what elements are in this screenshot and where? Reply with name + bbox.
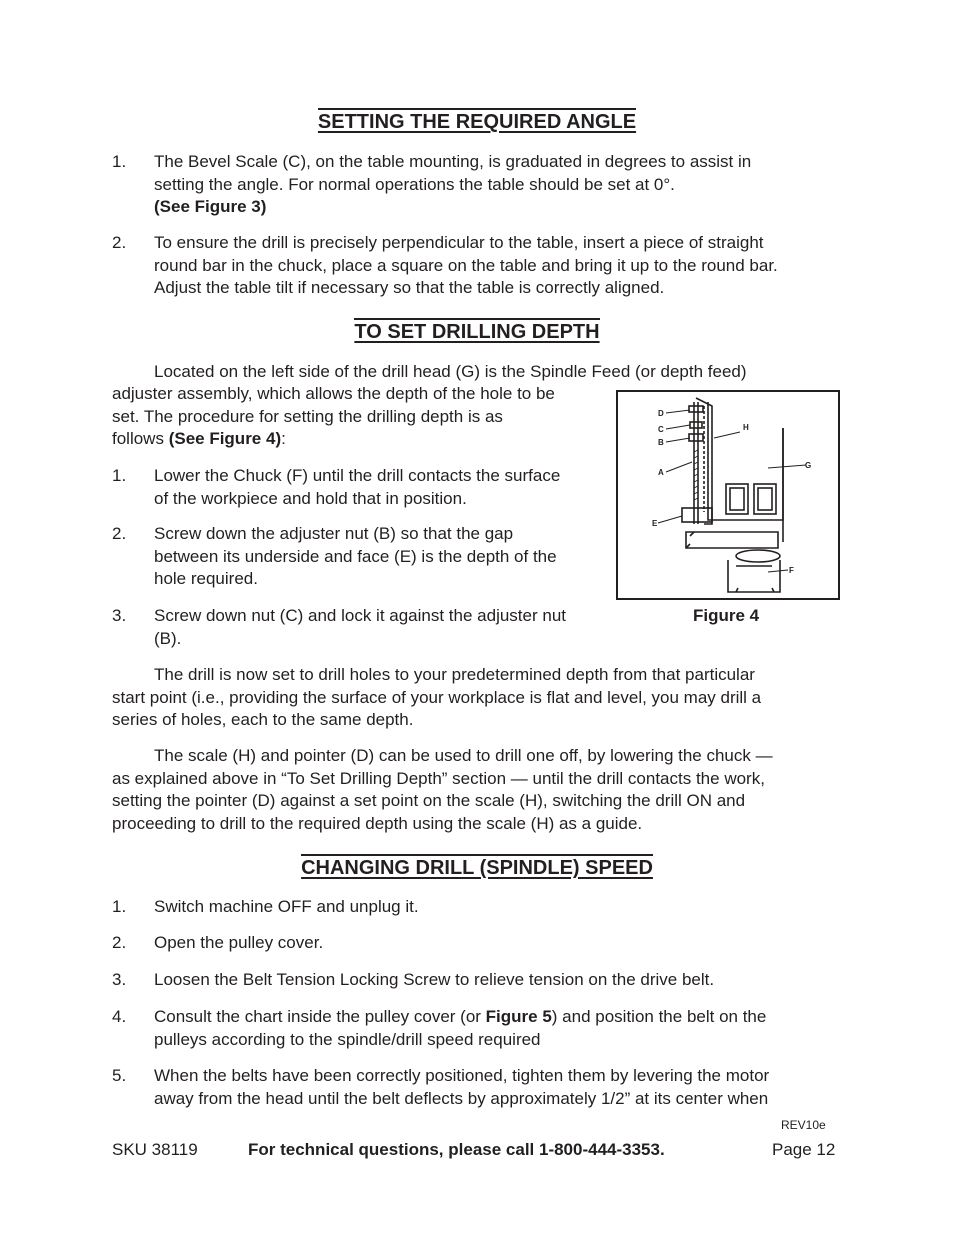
label-g: G [805,461,812,470]
figure-4-drill-head-illustration [616,390,840,600]
list-item: 3. Screw down nut (C) and lock it against the adjuster nut (B). [112,606,566,648]
list-item: 5. When the belts have been correctly positioned, tighten them by levering the motor away from the head until the belt deflects by approximately 1/2” at its center when [112,1066,770,1108]
list-item: 1. The Bevel Scale (C), on the table mounting, is graduated in degrees to assist in setting the angle. For normal operations the table should be set at 0°. (See Figure 3) [112,152,752,216]
list-item: 2. Open the pulley cover. [112,933,324,952]
list-item: 1. Switch machine OFF and unplug it. [112,897,419,916]
paragraph-scale-pointer: The scale (H) and pointer (D) can be used to drill one off, by lowering the chuck — as explained above in “To Set Drilling Depth” section — until the drill contacts the work, setting the pointer (D) against a set point on the scale (H), switching the drill ON and proceeding to drill to the required depth using the scale (H) as a guide. [112,746,773,833]
drill-head-diagram [618,392,838,598]
section-heading-depth: TO SET DRILLING DEPTH [0,321,954,344]
revision-code: REV10e [781,1118,826,1132]
intro-text: set. The procedure for setting the drilling depth is as [112,407,503,426]
footer-sku: SKU 38119 [112,1140,198,1159]
footer-page-number: Page 12 [772,1140,836,1159]
section-heading-speed: CHANGING DRILL (SPINDLE) SPEED [0,857,954,880]
list-item: 3. Loosen the Belt Tension Locking Screw to relieve tension on the drive belt. [112,970,715,989]
footer-contact: For technical questions, please call 1-800-444-3353. [248,1140,665,1159]
label-b: B [658,438,664,447]
intro-text: adjuster assembly, which allows the depth of the hole to be [112,384,555,403]
list-item: 4. Consult the chart inside the pulley cover (or Figure 5) and position the belt on the pulleys according to the spindle/drill speed required [112,1007,767,1049]
list-item: 2. To ensure the drill is precisely perpendicular to the table, insert a piece of straight round bar in the chuck, place a square on the table and bring it up to the round bar. Adjust the table tilt if necessary so that the table is correctly aligned. [112,233,778,297]
figure-4-caption: Figure 4 [693,606,760,625]
label-h: H [743,423,749,432]
section-heading-angle: SETTING THE REQUIRED ANGLE [0,111,954,134]
list-item: 1. Lower the Chuck (F) until the drill contacts the surface of the workpiece and hold that in position. [112,466,561,508]
paragraph-predetermined-depth: The drill is now set to drill holes to your predetermined depth from that particular start point (i.e., providing the surface of your workplace is flat and level, you may drill a series of holes, each to the same depth. [112,665,762,729]
label-f: F [789,566,794,575]
label-c: C [658,425,664,434]
label-e: E [652,519,658,528]
intro-text: follows (See Figure 4): [112,429,286,448]
label-d: D [658,409,664,418]
list-item: 2. Screw down the adjuster nut (B) so that the gap between its underside and face (E) is the depth of the hole required. [112,524,557,588]
label-a: A [658,468,664,477]
intro-text: Located on the left side of the drill head (G) is the Spindle Feed (or depth feed) [154,362,747,381]
